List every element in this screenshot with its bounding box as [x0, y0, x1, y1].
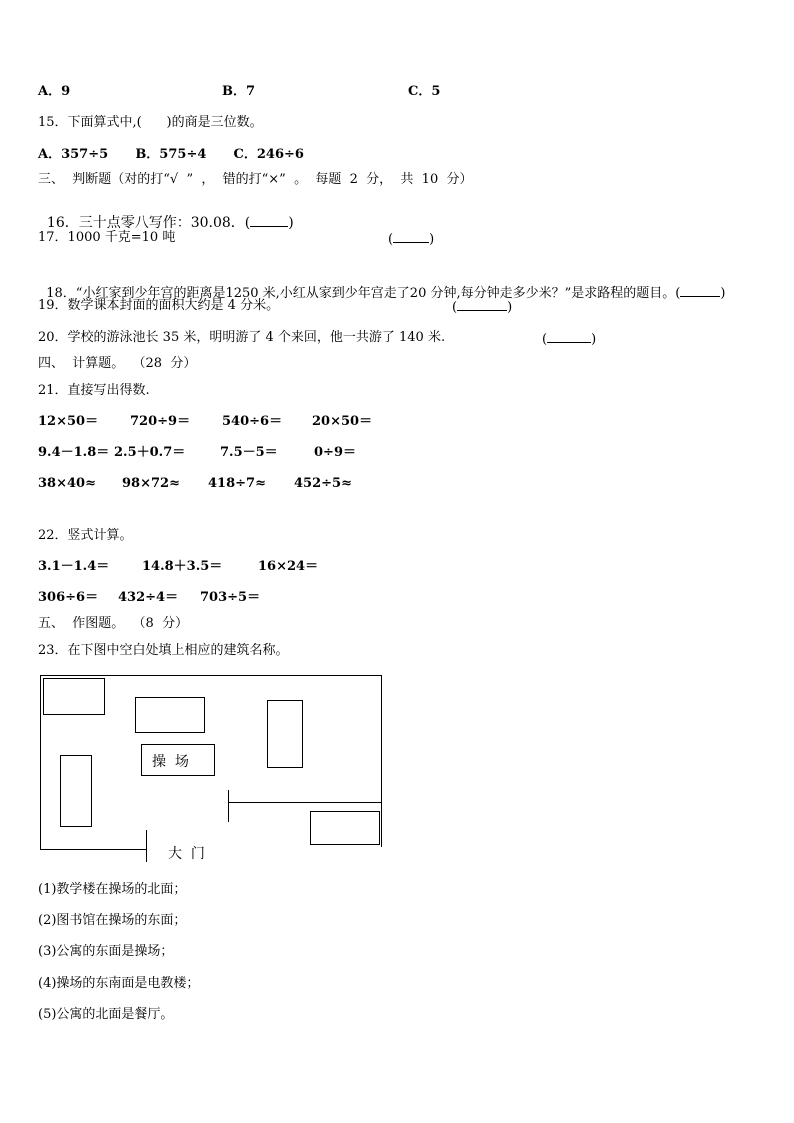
calc-item: 540÷6＝ [222, 414, 283, 429]
clue-5: (5)公寓的北面是餐厅。 [38, 1007, 174, 1022]
gate-post [146, 830, 147, 862]
answer-blank[interactable] [393, 230, 429, 243]
clue-2: (2)图书馆在操场的东面； [38, 913, 187, 928]
question-15-options: A．357÷5 B．575÷4 C．246÷6 [38, 147, 304, 162]
calc-item: 703÷5＝ [200, 590, 261, 605]
section-5-title: 五、 作图题。 （8 分） [38, 616, 189, 631]
calc-item: 432÷4＝ [118, 590, 179, 605]
answer-blank[interactable] [457, 298, 507, 311]
calc-item: 452÷5≈ [294, 476, 352, 491]
answer-blank[interactable] [250, 214, 288, 227]
section-4-title: 四、 计算题。 （28 分） [38, 356, 197, 371]
question-17: 17．1000 千克=10 吨 [38, 230, 176, 245]
question-19: 19．数学课本封面的面积大约是 4 分米。 [38, 298, 280, 313]
calc-item: 2.5＋0.7＝ [114, 445, 186, 460]
option-a: A．9 [38, 84, 71, 99]
question-15: 15．下面算式中,( )的商是三位数。 [38, 115, 263, 130]
calc-item: 9.4－1.8＝ [38, 445, 110, 460]
building-blank-east[interactable] [267, 700, 303, 768]
section-3-title: 三、 判断题（对的打“√ ” ， 错的打“×” 。 每题 2 分， 共 10 分） [38, 172, 473, 187]
calc-item: 20×50＝ [312, 414, 373, 429]
question-16-text: 16．三十点零八写作：30.08．( [46, 215, 251, 231]
clue-1: (1)教学楼在操场的北面； [38, 882, 187, 897]
building-blank-southeast[interactable] [310, 811, 380, 845]
playground-box [141, 744, 215, 776]
calc-item: 418÷7≈ [208, 476, 266, 491]
answer-blank[interactable] [680, 284, 720, 297]
playground-label: 操 场 [152, 754, 189, 770]
question-18-text: 18．“小红家到少年宫的距离是1250 米,小红从家到少年宫走了20 分钟,每分钟走多少米？”是求路程的题目。( [46, 286, 681, 301]
calc-item: 16×24＝ [258, 559, 319, 574]
clue-4: (4)操场的东南面是电教楼； [38, 976, 200, 991]
question-23: 23．在下图中空白处填上相应的建筑名称。 [38, 643, 289, 658]
map-top-wall [40, 675, 382, 676]
clue-3: (3)公寓的东面是操场； [38, 944, 174, 959]
map-inner-wall [228, 802, 382, 803]
question-17-answer: ( ) [388, 232, 435, 247]
question-20-answer: ( ) [542, 332, 597, 347]
calc-item: 306÷6＝ [38, 590, 99, 605]
map-bottom-wall-left [40, 849, 146, 850]
building-blank-northwest[interactable] [43, 678, 105, 715]
calc-item: 7.5－5＝ [220, 445, 278, 460]
calc-item: 3.1－1.4＝ [38, 559, 110, 574]
gate-label: 大 门 [168, 846, 205, 862]
calc-item: 38×40≈ [38, 476, 96, 491]
answer-blank[interactable] [547, 330, 591, 343]
question-21: 21．直接写出得数. [38, 383, 150, 398]
calc-item: 14.8＋3.5＝ [142, 559, 223, 574]
question-18: 18．“小红家到少年宫的距离是1250 米,小红从家到少年宫走了20 分钟,每分钟走多少米？”是求路程的题目。( ) [46, 286, 726, 301]
question-19-answer: ( ) [452, 300, 513, 315]
question-20: 20．学校的游泳池长 35 米，明明游了 4 个来回，他一共游了 140 米. [38, 330, 446, 345]
question-22: 22．竖式计算。 [38, 528, 133, 543]
building-blank-north[interactable] [135, 697, 205, 733]
map-inner-post [228, 790, 229, 822]
calc-item: 0÷9＝ [314, 445, 356, 460]
map-right-wall [381, 675, 382, 847]
calc-item: 720÷9＝ [130, 414, 191, 429]
map-left-wall [40, 675, 41, 850]
option-c: C．5 [408, 84, 441, 99]
option-b: B．7 [222, 84, 256, 99]
building-blank-west[interactable] [60, 755, 92, 827]
calc-item: 12×50＝ [38, 414, 99, 429]
question-16: 16．三十点零八写作：30.08．( ) [46, 215, 294, 231]
calc-item: 98×72≈ [122, 476, 180, 491]
